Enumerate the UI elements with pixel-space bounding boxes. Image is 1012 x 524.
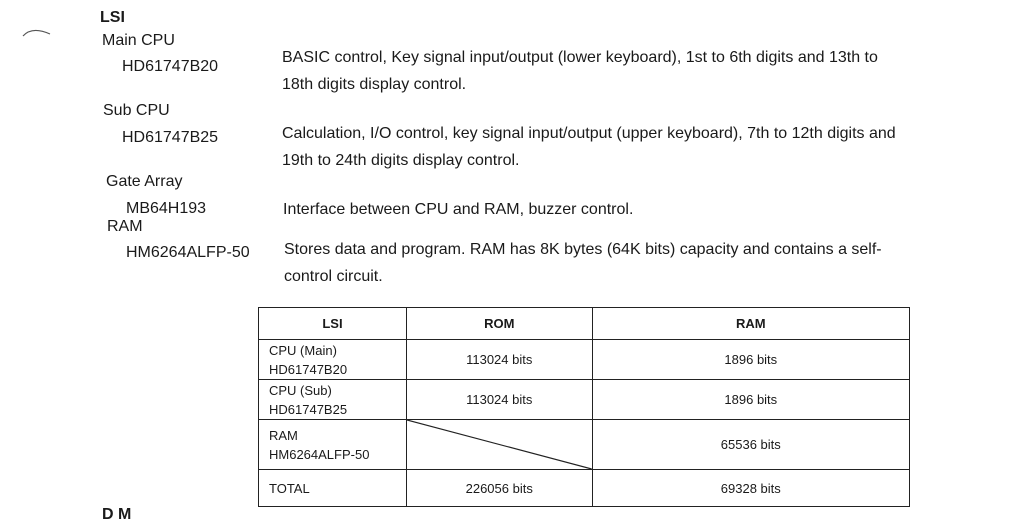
rom-cell-not-applicable — [406, 420, 592, 470]
header-rom: ROM — [406, 308, 592, 340]
part-number-ram: HM6264ALFP-50 — [126, 244, 250, 261]
ram-cell: 1896 bits — [592, 380, 909, 420]
description-sub-cpu: Calculation, I/O control, key signal input/output (upper keyboard), 7th to 12th digits and 19th to 24th digits display control. — [282, 125, 896, 169]
group-label-ram: RAM — [107, 218, 143, 235]
lsi-line1: CPU (Main) — [269, 342, 337, 358]
lsi-cell — [259, 380, 407, 420]
part-number-gate-array: MB64H193 — [126, 200, 207, 217]
lsi-line2: HD61747B20 — [269, 361, 348, 377]
header-ram: RAM — [592, 308, 909, 340]
description-main-cpu: BASIC control, Key signal input/output (lower keyboard), 1st to 6th digits and 13th to 18th digits display control. — [282, 49, 878, 93]
table-row — [259, 340, 910, 380]
diagonal-slash-icon — [407, 420, 592, 469]
lsi-line1: CPU (Sub) — [269, 382, 332, 398]
table-row — [259, 420, 910, 470]
header-lsi: LSI — [259, 308, 407, 340]
lsi-cell — [259, 420, 407, 470]
cutoff-heading-fragment: D M — [102, 506, 132, 523]
ram-cell: 1896 bits — [592, 340, 909, 380]
table-row — [259, 380, 910, 420]
group-label-sub-cpu: Sub CPU — [103, 102, 170, 119]
rom-cell: 113024 bits — [406, 380, 592, 420]
lsi-line2: HM6264ALFP-50 — [269, 446, 370, 462]
group-label-gate-array: Gate Array — [106, 173, 183, 190]
lsi-cell — [259, 340, 407, 380]
part-number-sub-cpu: HD61747B25 — [122, 129, 219, 146]
total-ram: 69328 bits — [592, 470, 909, 507]
table-header-row — [259, 308, 910, 340]
ram-cell: 65536 bits — [592, 420, 909, 470]
description-gate-array: Interface between CPU and RAM, buzzer control. — [283, 201, 634, 218]
total-rom: 226056 bits — [406, 470, 592, 507]
group-label-main-cpu: Main CPU — [102, 32, 175, 49]
lsi-line2: HD61747B25 — [269, 401, 348, 417]
part-number-main-cpu: HD61747B20 — [122, 58, 219, 75]
section-heading: LSI — [100, 9, 125, 26]
scan-mark-icon — [22, 26, 52, 38]
rom-cell: 113024 bits — [406, 340, 592, 380]
description-ram: Stores data and program. RAM has 8K bytes (64K bits) capacity and contains a self-control circuit. — [284, 241, 882, 285]
lsi-line1: RAM — [269, 427, 298, 443]
lsi-memory-table — [258, 307, 910, 507]
total-label: TOTAL — [259, 470, 407, 507]
table-total-row — [259, 470, 910, 507]
